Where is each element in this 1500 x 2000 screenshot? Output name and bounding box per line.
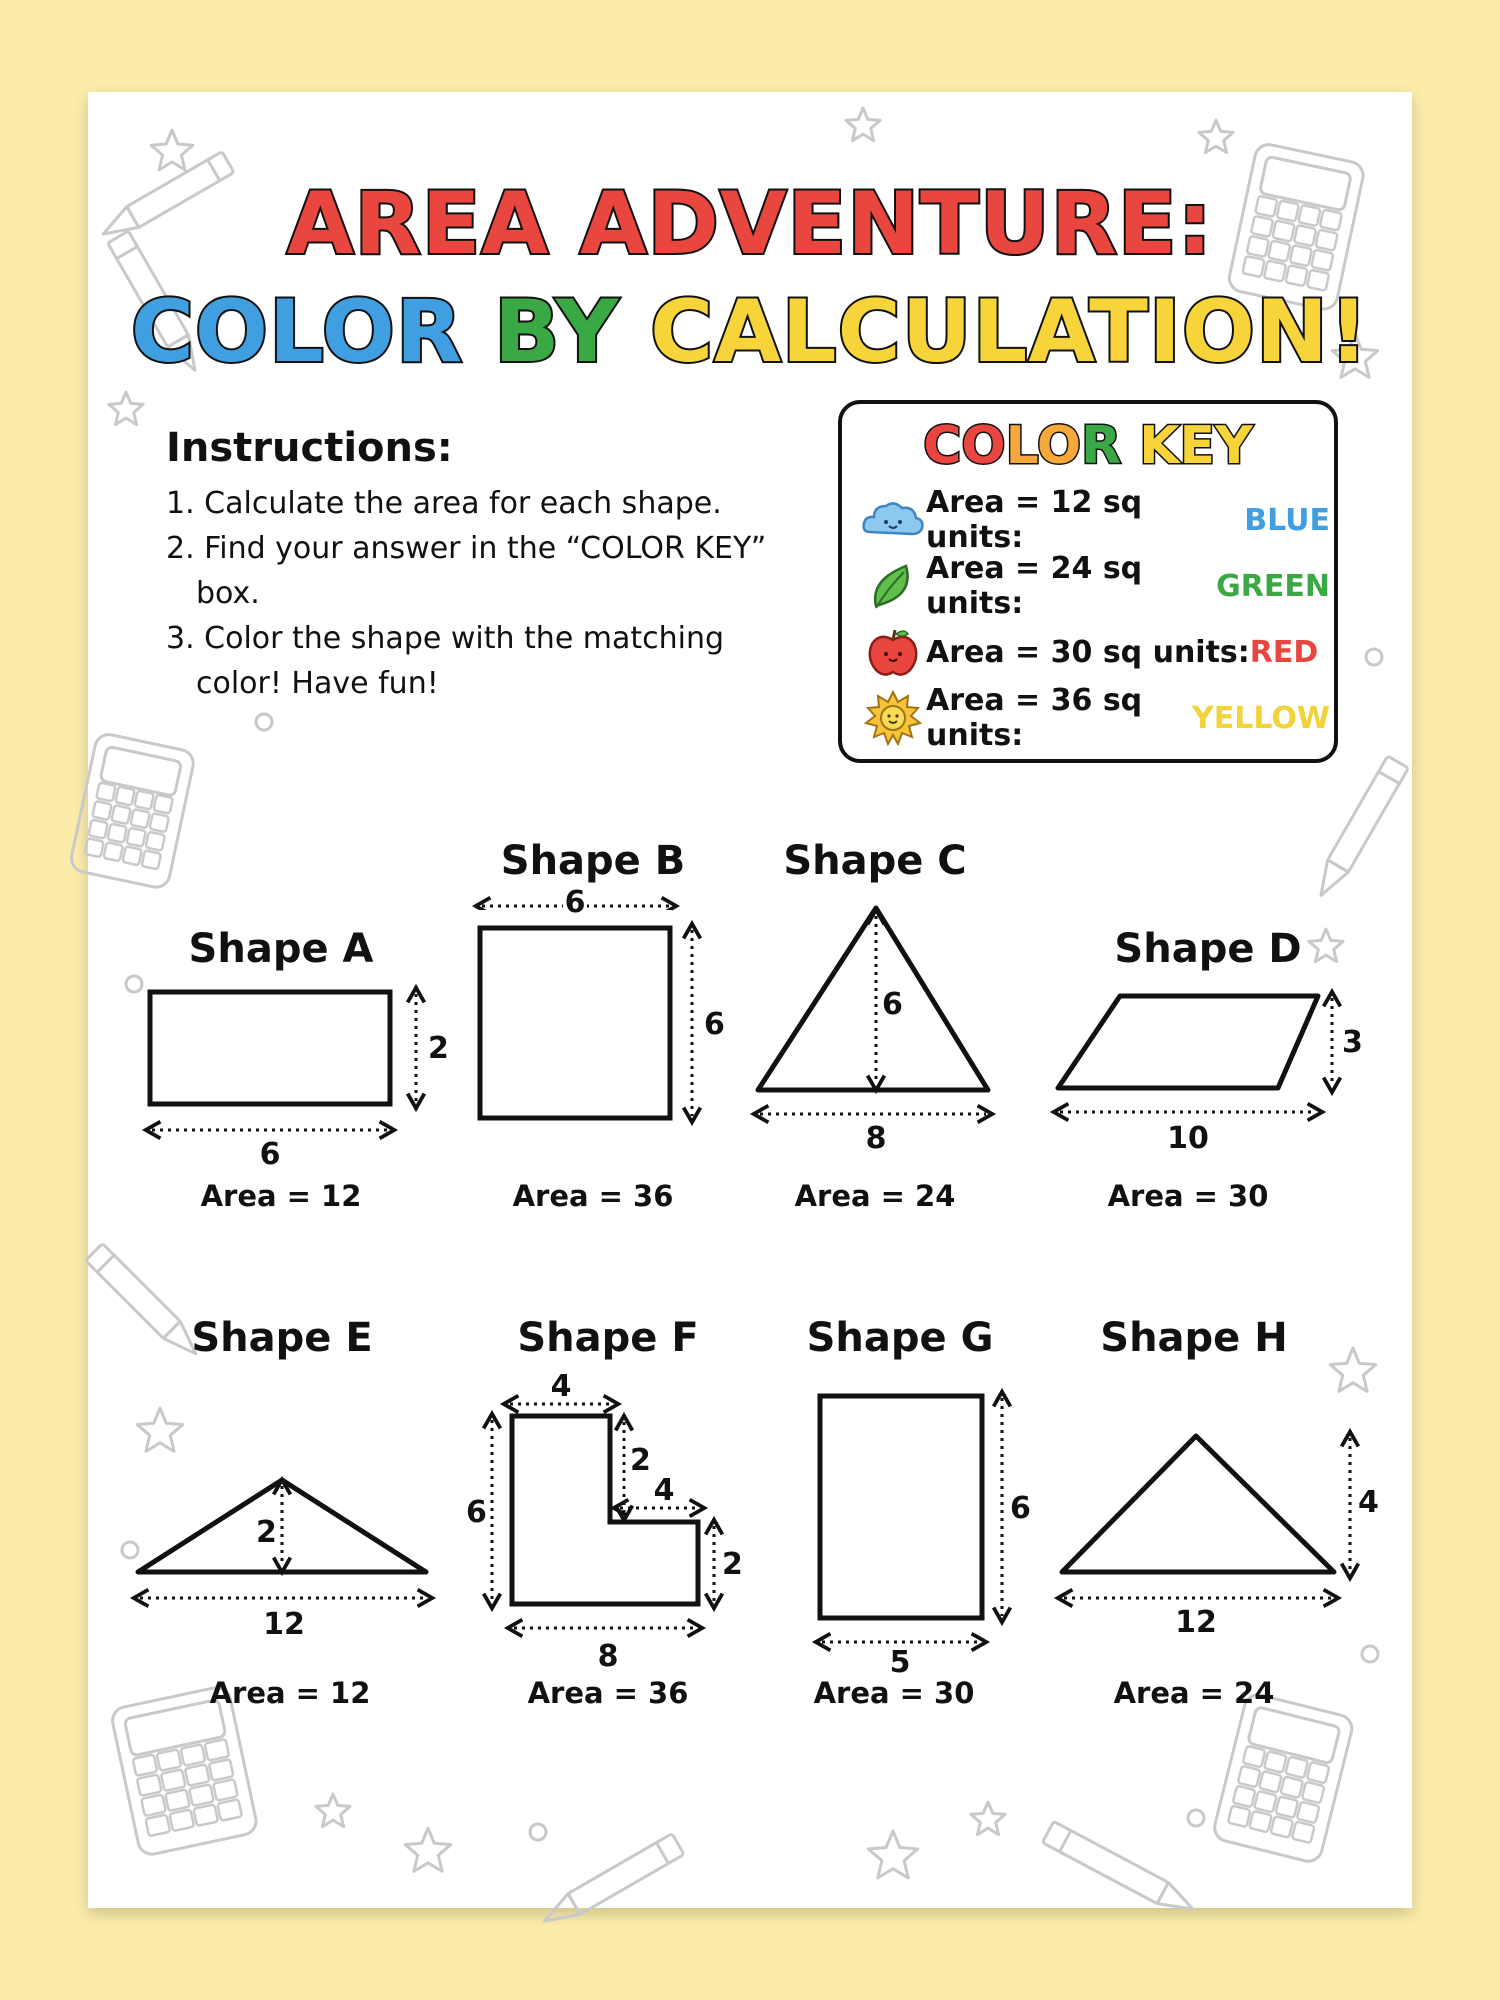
key-title-part-1: CO (923, 416, 1006, 476)
shape-f-base: 8 (597, 1639, 619, 1674)
shape-h-area: Area = 24 (1113, 1676, 1275, 1710)
shape-f-step-width: 4 (653, 1473, 675, 1508)
star-doodle (109, 392, 143, 425)
key-row-blue (860, 485, 1330, 555)
title-word-by: BY (494, 282, 651, 382)
shape-h-height: 4 (1358, 1485, 1379, 1520)
shape-d-height: 3 (1342, 1025, 1363, 1060)
key-row-red-text: Area = 30 sq units: (926, 634, 1250, 670)
shape-h-base: 12 (1175, 1605, 1217, 1640)
shape-e-base: 12 (263, 1607, 305, 1642)
shape-d-base: 10 (1167, 1121, 1209, 1156)
star-doodle (1330, 1348, 1376, 1391)
shape-g-height: 6 (1010, 1491, 1031, 1526)
shape-a-base-wrap (128, 1134, 458, 1174)
key-color-blue: BLUE (1244, 502, 1330, 538)
instructions (166, 425, 816, 706)
instruction-step-2: 2. Find your answer in the “COLOR KEY” box. (166, 531, 767, 611)
shape-f[interactable] (458, 1369, 758, 1652)
key-row-yellow (860, 683, 1330, 753)
shape-h-label: Shape H (1100, 1315, 1288, 1361)
instruction-step-3: 3. Color the shape with the matching color! Have fun! (166, 621, 725, 701)
title-word-color: COLOR (130, 282, 495, 382)
shape-f-base-wrap (458, 1634, 758, 1674)
key-color-green: GREEN (1216, 568, 1330, 604)
star-doodle (151, 130, 193, 170)
pencil-doodle (1311, 756, 1409, 901)
shape-a-label: Shape A (188, 926, 374, 972)
shape-b-area: Area = 36 (512, 1179, 674, 1213)
shape-c-label: Shape C (783, 838, 967, 884)
dot-doodle (1188, 1810, 1204, 1826)
shape-g-label: Shape G (806, 1315, 994, 1361)
shape-d[interactable] (1048, 988, 1368, 1168)
shape-h[interactable] (1048, 1432, 1379, 1652)
shape-a-area: Area = 12 (200, 1179, 362, 1213)
key-color-red: RED (1249, 634, 1319, 670)
calculator-doodle (110, 1685, 259, 1857)
dot-doodle (1366, 649, 1382, 665)
key-title-part-4: KEY (1139, 416, 1253, 476)
shape-b-base: 6 (564, 885, 586, 920)
key-row-red (860, 624, 1330, 680)
shape-f-label: Shape F (517, 1315, 699, 1361)
shape-g-base: 5 (889, 1645, 911, 1680)
shape-a-base: 6 (259, 1137, 281, 1172)
shape-c-base: 8 (865, 1121, 887, 1156)
shape-d-label: Shape D (1114, 926, 1302, 972)
shape-e-height: 2 (256, 1515, 277, 1550)
shape-f-left-height: 6 (466, 1495, 487, 1530)
key-title-part-3: R (1081, 416, 1140, 476)
shape-a[interactable] (128, 982, 458, 1142)
shape-e[interactable] (128, 1462, 458, 1652)
shape-f-right-height: 2 (722, 1547, 743, 1582)
star-doodle (1199, 120, 1233, 153)
shape-b-height: 6 (704, 1007, 725, 1042)
shape-c[interactable] (748, 902, 1008, 1162)
pencil-doodle (86, 1244, 205, 1363)
key-row-green-text: Area = 24 sq units: (926, 551, 1143, 621)
shape-e-area: Area = 12 (209, 1676, 371, 1710)
shape-a-height: 2 (428, 1031, 449, 1066)
dot-doodle (256, 714, 272, 730)
key-color-yellow: YELLOW (1192, 700, 1330, 736)
worksheet (88, 92, 1412, 1908)
calculator-doodle (69, 732, 196, 890)
dot-doodle (530, 1824, 546, 1840)
color-key-title (842, 416, 1334, 476)
shape-f-area: Area = 36 (527, 1676, 689, 1710)
instruction-step-1: 1. Calculate the area for each shape. (166, 486, 722, 521)
shape-f-top: 4 (550, 1369, 572, 1404)
star-doodle (1309, 929, 1343, 962)
leaf-icon (860, 558, 926, 614)
shape-b-label: Shape B (500, 838, 686, 884)
title-line-1: AREA ADVENTURE: (286, 174, 1214, 274)
calculator-doodle (1212, 1692, 1355, 1864)
shape-e-label: Shape E (191, 1315, 373, 1361)
star-doodle (405, 1828, 451, 1871)
cloud-icon (860, 492, 926, 548)
apple-icon (860, 624, 926, 680)
sun-icon (860, 690, 926, 746)
shape-b-top-wrap (468, 882, 738, 922)
star-doodle (868, 1831, 917, 1878)
key-title-part-2: LO (1005, 416, 1082, 476)
star-doodle (137, 1408, 183, 1451)
key-row-blue-text: Area = 12 sq units: (926, 485, 1143, 555)
shape-d-area: Area = 30 (1107, 1179, 1269, 1213)
shape-f-step-height: 2 (630, 1443, 651, 1478)
key-row-green (860, 551, 1330, 621)
pencil-doodle (1042, 1821, 1198, 1919)
title-line-2 (88, 282, 1412, 382)
shape-c-area: Area = 24 (794, 1179, 956, 1213)
instructions-heading: Instructions: (166, 425, 453, 471)
star-doodle (846, 108, 880, 141)
color-key-box (838, 400, 1338, 763)
title-word-calculation: CALCULATION! (650, 282, 1370, 382)
star-doodle (316, 1794, 350, 1827)
pencil-doodle (539, 1834, 684, 1932)
shape-g[interactable] (778, 1392, 1038, 1680)
shape-g-area: Area = 30 (813, 1676, 975, 1710)
key-row-yellow-text: Area = 36 sq units: (926, 683, 1143, 753)
shape-b[interactable] (468, 888, 738, 1138)
star-doodle (971, 1802, 1005, 1835)
shape-c-height: 6 (882, 987, 903, 1022)
